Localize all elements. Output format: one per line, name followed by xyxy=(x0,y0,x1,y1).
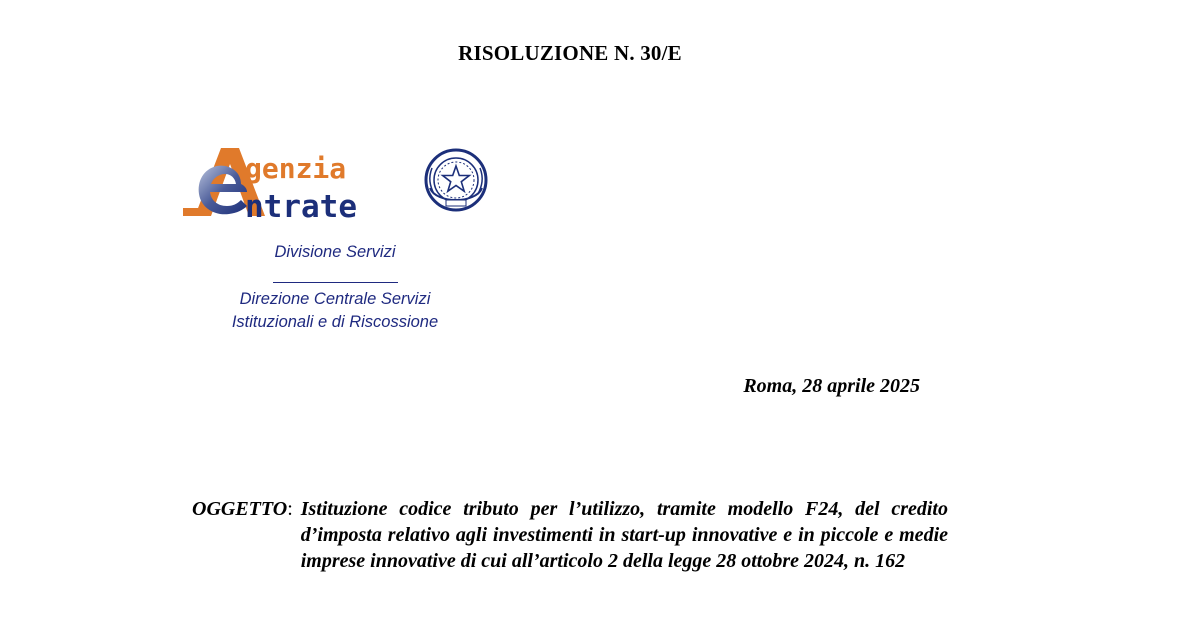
logo-word-ntrate: ntrate xyxy=(245,189,357,224)
subject-block xyxy=(192,496,948,574)
directorate-line-2: Istituzionali e di Riscossione xyxy=(231,313,439,331)
logo-word-genzia: genzia xyxy=(245,152,347,185)
italian-republic-emblem-icon xyxy=(426,150,486,210)
division-name: Divisione Servizi xyxy=(274,243,396,261)
subject-text: Istituzione codice tributo per l’utilizzo, tramite modello F24, del credito d’imposta relativo agli investimenti in start-up innovative e in piccole e medie imprese innovative di cui all’articolo 2 della legge 28 ottobre 2024, n. 162 xyxy=(300,498,948,572)
division-divider xyxy=(273,282,398,283)
place-date: Roma, 28 aprile 2025 xyxy=(743,375,920,397)
directorate-line-1: Direzione Centrale Servizi xyxy=(239,290,431,308)
agenzia-entrate-logo xyxy=(183,142,493,224)
subject-label xyxy=(192,496,301,574)
directorate-name xyxy=(205,288,465,334)
document-title: RISOLUZIONE N. 30/E xyxy=(458,41,682,65)
subject-label-text: OGGETTO xyxy=(192,498,288,520)
subject-colon: : xyxy=(287,498,293,520)
